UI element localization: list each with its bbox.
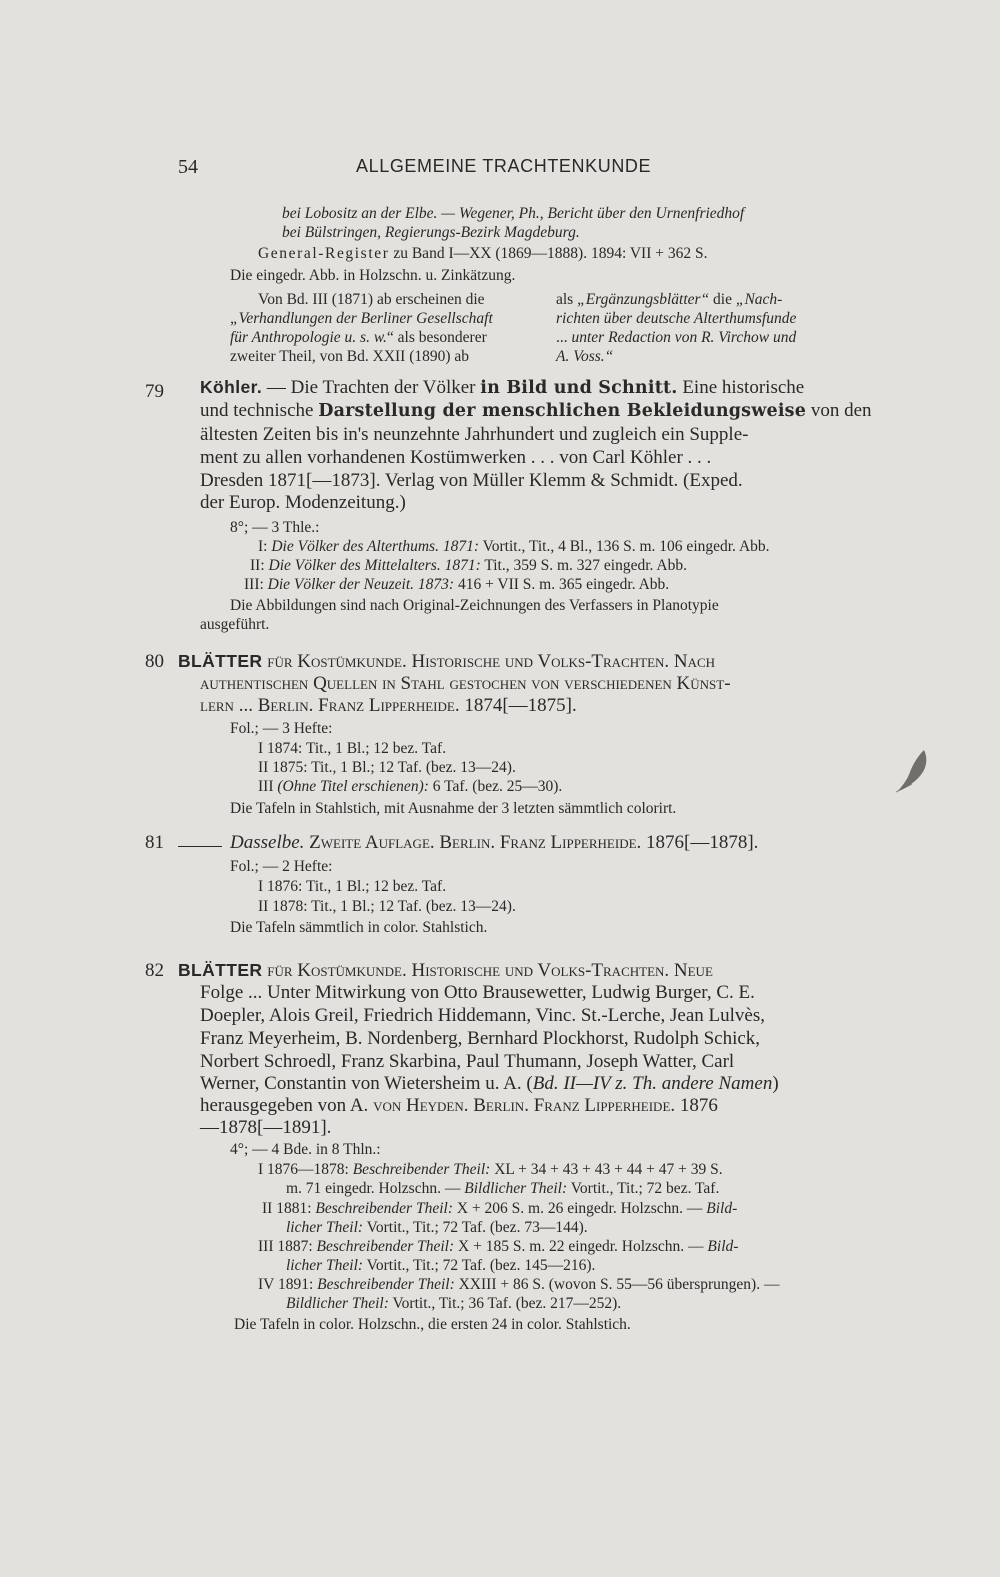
text-line: Norbert Schroedl, Franz Skarbina, Paul Thumann, Joseph Watter, Carl [200, 1051, 735, 1072]
text-line: Werner, Constantin von Wietersheim u. A. (Bd. II—IV z. Th. andere Namen) [200, 1073, 779, 1094]
note-line: Die Tafeln sämmtlich in color. Stahlstich. [230, 919, 488, 936]
volume-line: III 1887: Beschreibender Theil: X + 185 S. m. 22 eingedr. Holzschn. — Bild- [258, 1238, 739, 1255]
volume-line: licher Theil: Vortit., Tit.; 72 Taf. (bez. 73—144). [286, 1219, 588, 1236]
text-line: bei Bülstringen, Regierungs-Bezirk Magdeburg. [282, 224, 580, 241]
volume-line: I 1874: Tit., 1 Bl.; 12 bez. Taf. [258, 740, 447, 757]
title-name: BLÄTTER [178, 651, 263, 671]
text-line: Folge ... Unter Mitwirkung von Otto Brausewetter, Ludwig Burger, C. E. [200, 982, 755, 1003]
volume-line: III: Die Völker der Neuzeit. 1873: 416 + VII S. m. 365 eingedr. Abb. [244, 576, 670, 593]
entry-heading-line: Köhler. — Die Trachten der Völker in Bild und Schnitt. Eine historische [200, 377, 805, 398]
entry-heading-line: BLÄTTER für Kostümkunde. Historische und Volks-Trachten. Nach [178, 651, 716, 672]
volume-line: II 1878: Tit., 1 Bl.; 12 Taf. (bez. 13—24). [258, 898, 516, 915]
format-line: 8°; — 3 Thle.: [230, 519, 320, 536]
volume-line: I 1876—1878: Beschreibender Theil: XL + 34 + 43 + 43 + 44 + 47 + 39 S. [258, 1161, 723, 1178]
entry-number: 80 [145, 651, 164, 672]
note-line: Die Tafeln in Stahlstich, mit Ausnahme der 3 letzten sämmtlich colorirt. [230, 800, 677, 817]
volume-line: IV 1891: Beschreibender Theil: XXIII + 86 S. (wovon S. 55—56 übersprungen). — [258, 1276, 780, 1293]
entry-number: 81 [145, 832, 164, 853]
volume-line: II 1881: Beschreibender Theil: X + 206 S. m. 26 eingedr. Holzschn. — Bild- [262, 1200, 738, 1217]
author-name: Köhler. [200, 377, 263, 397]
text-line: herausgegeben von A. von Heyden. Berlin. Franz Lipperheide. 1876 [200, 1095, 718, 1116]
volume-line: II: Die Völker des Mittelalters. 1871: Tit., 359 S. m. 327 eingedr. Abb. [250, 557, 688, 574]
format-line: Fol.; — 2 Hefte: [230, 858, 333, 875]
text-line: Franz Meyerheim, B. Nordenberg, Bernhard Plockhorst, Rudolph Schick, [200, 1028, 761, 1049]
title-name: BLÄTTER [178, 960, 263, 980]
running-title: ALLGEMEINE TRACHTENKUNDE [356, 156, 652, 176]
volume-line: licher Theil: Vortit., Tit.; 72 Taf. (bez. 145—216). [286, 1257, 596, 1274]
column-right-line: A. Voss.“ [556, 348, 614, 365]
text-line: Die eingedr. Abb. in Holzschn. u. Zinkätzung. [230, 267, 516, 284]
text-line: Doepler, Alois Greil, Friedrich Hiddemann, Vinc. St.-Lerche, Jean Lulvès, [200, 1005, 765, 1026]
text-line: der Europ. Modenzeitung.) [200, 492, 406, 513]
volume-line: I 1876: Tit., 1 Bl.; 12 bez. Taf. [258, 878, 447, 895]
format-line: Fol.; — 3 Hefte: [230, 720, 333, 737]
column-right-line: ... unter Redaction von R. Virchow und [556, 329, 797, 346]
text-line: General-Register zu Band I—XX (1869—1888). 1894: VII + 362 S. [258, 245, 708, 262]
format-line: 4°; — 4 Bde. in 8 Thln.: [230, 1141, 381, 1158]
volume-line: Bildlicher Theil: Vortit., Tit.; 36 Taf. (bez. 217—252). [286, 1295, 622, 1312]
column-right-line: als „Ergänzungsblätter“ die „Nach- [556, 291, 783, 308]
text-line: lern ... Berlin. Franz Lipperheide. 1874[—1875]. [200, 695, 577, 716]
volume-line: III (Ohne Titel erschienen): 6 Taf. (bez. 25—30). [258, 778, 563, 795]
column-left-line: „Verhandlungen der Berliner Gesellschaft [230, 310, 493, 327]
note-line: ausgeführt. [200, 616, 270, 633]
column-left-line: Von Bd. III (1871) ab erscheinen die [258, 291, 485, 308]
entry-number: 79 [145, 381, 164, 402]
text-line: —1878[—1891]. [200, 1117, 332, 1138]
ink-smudge [894, 748, 930, 794]
volume-line: I: Die Völker des Alterthums. 1871: Vortit., Tit., 4 Bl., 136 S. m. 106 eingedr. Abb. [258, 538, 770, 555]
entry-heading-line: Dasselbe. Zweite Auflage. Berlin. Franz Lipperheide. 1876[—1878]. [230, 832, 759, 853]
ditto-rule [178, 846, 222, 847]
text-line: und technische Darstellung der menschlichen Bekleidungsweise von den [200, 400, 872, 421]
note-line: Die Tafeln in color. Holzschn., die ersten 24 in color. Stahlstich. [234, 1316, 631, 1333]
column-right-line: richten über deutsche Alterthumsfunde [556, 310, 797, 327]
entry-heading-line: BLÄTTER für Kostümkunde. Historische und Volks-Trachten. Neue [178, 960, 713, 981]
column-left-line: für Anthropologie u. s. w.“ als besonderer [230, 329, 487, 346]
volume-line: m. 71 eingedr. Holzschn. — Bildlicher Theil: Vortit., Tit.; 72 bez. Taf. [286, 1180, 720, 1197]
page-number: 54 [178, 156, 198, 178]
column-left-line: zweiter Theil, von Bd. XXII (1890) ab [230, 348, 470, 365]
text-line: ältesten Zeiten bis in's neunzehnte Jahrhundert und zugleich ein Supple- [200, 424, 749, 445]
note-line: Die Abbildungen sind nach Original-Zeichnungen des Verfassers in Planotypie [230, 597, 719, 614]
text-line: ment zu allen vorhandenen Kostümwerken . . . von Carl Köhler . . . [200, 447, 712, 468]
text-line: bei Lobositz an der Elbe. — Wegener, Ph., Bericht über den Urnenfriedhof [282, 205, 745, 222]
volume-line: II 1875: Tit., 1 Bl.; 12 Taf. (bez. 13—24). [258, 759, 516, 776]
entry-number: 82 [145, 960, 164, 981]
text-line: authentischen Quellen in Stahl gestochen von verschiedenen Künst- [200, 673, 731, 694]
text-line: Dresden 1871[—1873]. Verlag von Müller Klemm & Schmidt. (Exped. [200, 470, 743, 491]
